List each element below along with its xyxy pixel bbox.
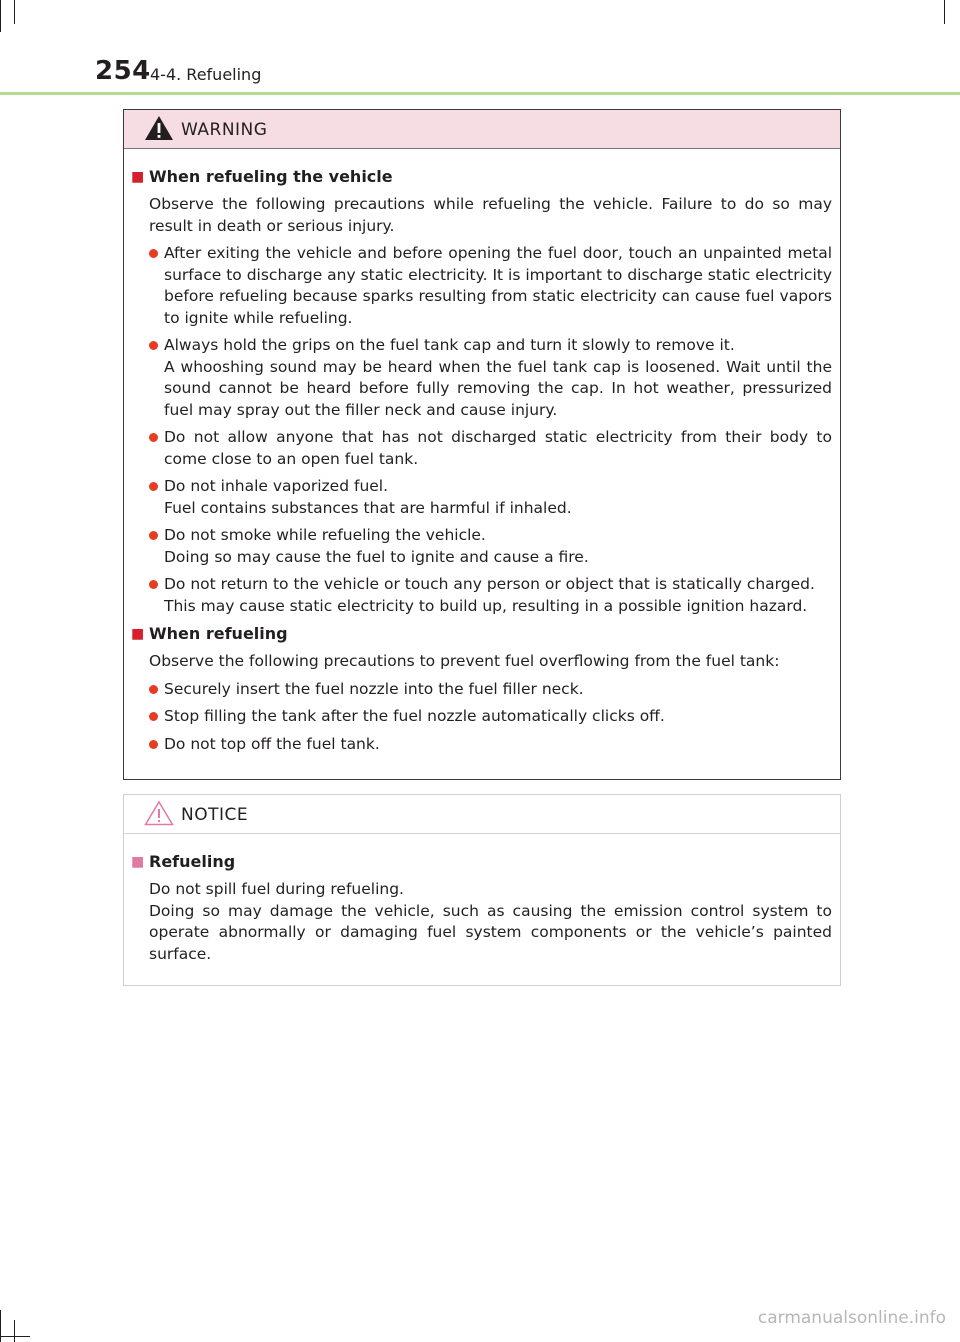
list-item-line: After exiting the vehicle and before opening the fuel door, touch an unpainted metal surface to discharge any static electricity. It is important to discharge static electricity before refueling because sparks resulting from static electricity can cause fuel vapors to ignite while refueling.	[164, 244, 833, 327]
bullet-dot-icon	[149, 482, 158, 491]
page-header	[0, 52, 960, 92]
list-item-text	[164, 574, 832, 617]
notice-text	[149, 879, 832, 965]
list-item-line: Doing so may cause the fuel to ignite and cause a fire.	[164, 547, 589, 566]
header-rule	[0, 92, 960, 95]
list-item-line: Always hold the grips on the fuel tank cap and turn it slowly to remove it.	[164, 336, 735, 354]
subheading-text: When refueling	[149, 624, 288, 643]
list-item	[149, 525, 832, 568]
crop-mark	[14, 1320, 15, 1342]
list-item-line: Do not inhale vaporized fuel.	[164, 477, 389, 495]
list-item-line: Stop filling the tank after the fuel nozzle automatically clicks off.	[164, 707, 665, 725]
warning-header	[124, 110, 840, 149]
list-item-text	[164, 734, 832, 756]
bullet-dot-icon	[149, 740, 158, 749]
square-bullet-icon: ■	[131, 626, 145, 642]
watermark: carmanualsonline.info	[757, 1308, 946, 1328]
notice-line: Doing so may damage the vehicle, such as causing the emission control system to operate abnormally or damaging fuel system components or the vehicle’s painted surface.	[149, 901, 832, 963]
list-item	[149, 574, 832, 617]
notice-heading: Refueling	[149, 852, 236, 871]
bullet-dot-icon	[149, 580, 158, 589]
crop-mark	[0, 1336, 30, 1337]
list-item-text	[164, 335, 832, 421]
bullet-dot-icon	[149, 685, 158, 694]
list-item	[149, 335, 832, 421]
warning-subheading	[131, 166, 832, 188]
bullet-dot-icon	[149, 249, 158, 258]
notice-box	[123, 794, 841, 986]
list-item-text	[164, 679, 832, 701]
subheading-text: When refueling the vehicle	[149, 167, 393, 186]
list-item-line: This may cause static electricity to build up, resulting in a possible ignition hazard.	[164, 596, 808, 615]
crop-mark	[944, 0, 945, 24]
warning-body	[124, 149, 840, 755]
list-item-line: Do not return to the vehicle or touch any person or object that is statically charged.	[164, 575, 815, 593]
section-title: 4-4. Refueling	[150, 65, 262, 84]
notice-header	[124, 795, 840, 834]
notice-title: NOTICE	[181, 805, 249, 825]
square-bullet-icon: ■	[131, 169, 145, 185]
section-intro: Observe the following precautions to prevent fuel overflowing from the fuel tank:	[149, 652, 780, 670]
bullet-dot-icon	[149, 433, 158, 442]
crop-mark	[14, 0, 15, 24]
bullet-dot-icon	[149, 712, 158, 721]
list-item-line: Securely insert the fuel nozzle into the fuel filler neck.	[164, 679, 584, 698]
list-item	[149, 476, 832, 519]
warning-title: WARNING	[181, 120, 268, 140]
notice-body	[124, 834, 840, 965]
list-item	[149, 734, 832, 756]
list-item-text	[164, 476, 832, 519]
square-bullet-icon: ■	[131, 854, 145, 870]
list-item-text	[164, 427, 832, 470]
list-item-line: Do not smoke while refueling the vehicle.	[164, 526, 486, 544]
list-item-line: Do not top off the fuel tank.	[164, 734, 380, 753]
bullet-dot-icon	[149, 341, 158, 350]
list-item-line: Do not allow anyone that has not discharged static electricity from their body to come close to an open fuel tank.	[164, 428, 832, 468]
list-item-text	[164, 525, 832, 568]
page-number: 254	[95, 56, 151, 86]
bullet-dot-icon	[149, 531, 158, 540]
list-item-text	[164, 706, 832, 728]
crop-mark	[0, 0, 1, 32]
list-item-line: A whooshing sound may be heard when the fuel tank cap is loosened. Wait until the sound cannot be heard before fully removing the cap. In hot weather, pressurized fuel may spray out the filler neck and cause injury.	[164, 357, 832, 419]
list-item	[149, 243, 832, 329]
warning-box	[123, 109, 841, 780]
warning-triangle-icon	[144, 115, 174, 141]
list-item	[149, 427, 832, 470]
list-item	[149, 679, 832, 701]
crop-mark	[0, 1310, 1, 1342]
section-intro: Observe the following precautions while refueling the vehicle. Failure to do so may result in death or serious injury.	[149, 195, 832, 235]
notice-line: Do not spill fuel during refueling.	[149, 880, 404, 898]
warning-subheading	[131, 623, 832, 645]
notice-subheading	[131, 851, 832, 873]
caution-triangle-icon	[144, 800, 174, 826]
list-item	[149, 706, 832, 728]
list-item-text	[164, 243, 832, 329]
list-item-line: Fuel contains substances that are harmful if inhaled.	[164, 498, 572, 517]
